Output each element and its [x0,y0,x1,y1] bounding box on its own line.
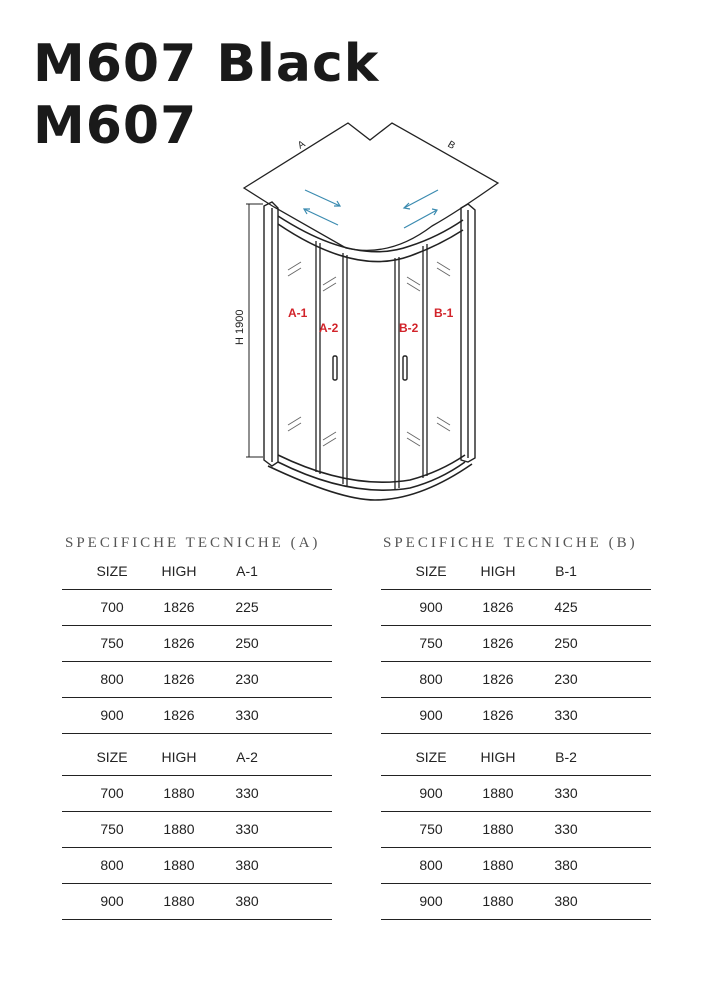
table-cell: 425 [554,599,578,615]
table-cell: 330 [554,821,578,837]
table-cell: 1826 [163,707,195,723]
table-cell: 1880 [163,785,195,801]
table-cell: 230 [554,671,578,687]
table-cell: 1880 [163,821,195,837]
height-label: H 1900 [234,309,246,345]
table-row [62,590,332,626]
table-cell: 1826 [163,671,195,687]
table-cell: 250 [235,635,259,651]
table-cell: 800 [419,857,443,873]
table-row [381,626,651,662]
table-cell: 900 [100,707,124,723]
table-row [381,698,651,734]
table-row [62,698,332,734]
column-header: A-1 [236,563,258,579]
table-row [381,590,651,626]
table-cell: 1826 [482,707,514,723]
table-row [62,848,332,884]
column-header: HIGH [161,563,197,579]
table-cell: 330 [235,821,259,837]
table-cell: 1826 [163,635,195,651]
sliding-arrows [304,190,438,228]
column-header: SIZE [96,749,128,765]
column-header: B-2 [555,749,577,765]
dimension-label-a: A [296,138,308,152]
table-cell: 800 [419,671,443,687]
table-cell: 750 [100,635,124,651]
table-cell: 700 [100,599,124,615]
panel-label-a2: A-2 [319,321,339,335]
table-row [62,884,332,920]
spec-table-b2 [381,740,651,920]
table-cell: 1880 [482,857,514,873]
panel-label-a1: A-1 [288,306,308,320]
table-cell: 1826 [482,599,514,615]
column-header: HIGH [480,749,516,765]
table-cell: 380 [235,857,259,873]
table-row [62,812,332,848]
table-cell: 330 [554,707,578,723]
table-cell: 1880 [482,893,514,909]
table-cell: 230 [235,671,259,687]
spec-heading-b: SPECIFICHE TECNICHE (B) [383,535,638,551]
table-cell: 1826 [163,599,195,615]
spec-table-a1 [62,554,332,734]
height-dimension [246,204,263,457]
table-cell: 1826 [482,635,514,651]
table-row [381,776,651,812]
spec-table-b1 [381,554,651,734]
table-cell: 1880 [482,821,514,837]
table-cell: 900 [100,893,124,909]
table-row [381,812,651,848]
shower-tray [268,455,472,500]
table-cell: 380 [235,893,259,909]
spec-table-a2 [62,740,332,920]
table-cell: 900 [419,785,443,801]
table-header-row [62,740,332,776]
column-header: A-2 [236,749,258,765]
table-row [62,776,332,812]
table-cell: 750 [419,635,443,651]
table-cell: 1880 [163,893,195,909]
product-model: M607 [33,96,198,156]
table-cell: 1880 [482,785,514,801]
table-cell: 750 [100,821,124,837]
table-cell: 330 [554,785,578,801]
product-title: M607 Black [33,34,380,94]
table-row [62,662,332,698]
column-header: SIZE [415,563,447,579]
panel-label-b2: B-2 [399,321,419,335]
table-cell: 900 [419,599,443,615]
table-cell: 800 [100,671,124,687]
table-cell: 900 [419,707,443,723]
table-cell: 750 [419,821,443,837]
table-cell: 1880 [163,857,195,873]
table-header-row [381,554,651,590]
column-header: SIZE [415,749,447,765]
table-row [381,662,651,698]
table-cell: 250 [554,635,578,651]
column-header: HIGH [161,749,197,765]
door-handles [333,356,407,380]
top-rail [278,216,463,262]
column-header: HIGH [480,563,516,579]
spec-heading-a: SPECIFICHE TECNICHE (A) [65,535,321,551]
column-header: SIZE [96,563,128,579]
column-header: B-1 [555,563,577,579]
glass-reflections [288,262,450,446]
table-cell: 800 [100,857,124,873]
table-cell: 380 [554,857,578,873]
table-cell: 330 [235,707,259,723]
table-cell: 900 [419,893,443,909]
panel-label-b1: B-1 [434,306,454,320]
table-row [381,848,651,884]
table-header-row [381,740,651,776]
table-cell: 1826 [482,671,514,687]
table-cell: 380 [554,893,578,909]
table-cell: 700 [100,785,124,801]
dimension-label-b: B [445,139,457,152]
table-row [62,626,332,662]
table-cell: 330 [235,785,259,801]
table-row [381,884,651,920]
table-header-row [62,554,332,590]
table-cell: 225 [235,599,259,615]
